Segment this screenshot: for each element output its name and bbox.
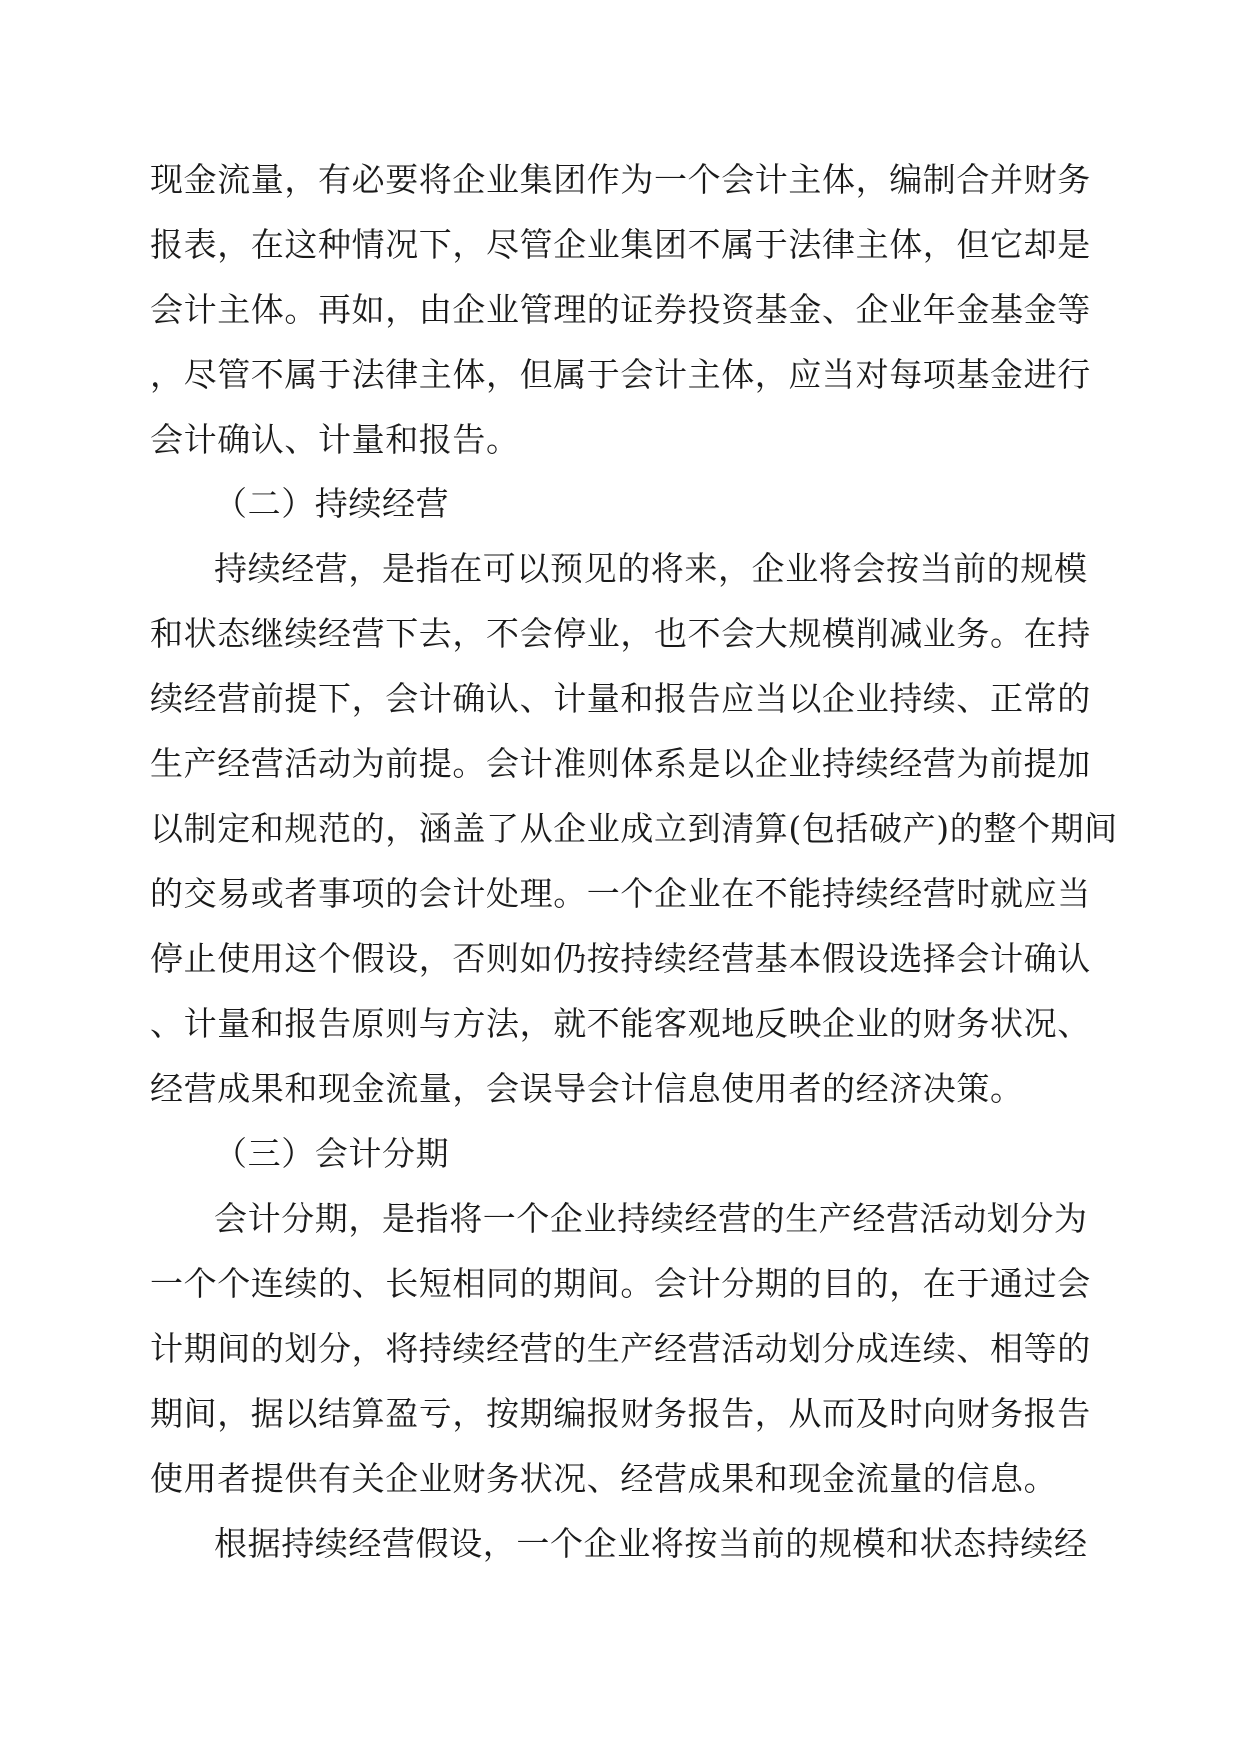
- text-line: 期间，据以结算盈亏，按期编报财务报告，从而及时向财务报告: [150, 1394, 1091, 1433]
- text-line: 生产经营活动为前提。会计准则体系是以企业持续经营为前提加: [150, 744, 1091, 783]
- text-line: 、计量和报告原则与方法，就不能客观地反映企业的财务状况、: [150, 1004, 1091, 1043]
- text-line: ，尽管不属于法律主体，但属于会计主体，应当对每项基金进行: [150, 355, 1091, 394]
- text-line: 使用者提供有关企业财务状况、经营成果和现金流量的信息。: [150, 1459, 1058, 1498]
- text-line: 会计主体。再如，由企业管理的证券投资基金、企业年金基金等: [150, 290, 1091, 329]
- text-line: 续经营前提下，会计确认、计量和报告应当以企业持续、正常的: [150, 679, 1091, 718]
- text-line: 和状态继续经营下去，不会停业，也不会大规模削减业务。在持: [150, 614, 1091, 653]
- text-line: 以制定和规范的，涵盖了从企业成立到清算(包括破产)的整个期间: [150, 809, 1118, 848]
- section-heading: （二）持续经营: [214, 484, 450, 523]
- text-line: 报表，在这种情况下，尽管企业集团不属于法律主体，但它却是: [150, 225, 1091, 264]
- text-line: 现金流量，有必要将企业集团作为一个会计主体，编制合并财务: [150, 160, 1091, 199]
- text-line: 的交易或者事项的会计处理。一个企业在不能持续经营时就应当: [150, 874, 1091, 913]
- section-heading: （三）会计分期: [214, 1134, 450, 1173]
- text-line: 会计确认、计量和报告。: [150, 420, 520, 459]
- text-line: 计期间的划分，将持续经营的生产经营活动划分成连续、相等的: [150, 1329, 1091, 1368]
- text-line: 会计分期，是指将一个企业持续经营的生产经营活动划分为: [214, 1199, 1088, 1238]
- text-line: 经营成果和现金流量，会误导会计信息使用者的经济决策。: [150, 1069, 1024, 1108]
- text-line: 停止使用这个假设，否则如仍按持续经营基本假设选择会计确认: [150, 939, 1091, 978]
- text-line: 根据持续经营假设，一个企业将按当前的规模和状态持续经: [214, 1524, 1088, 1563]
- text-line: 持续经营，是指在可以预见的将来，企业将会按当前的规模: [214, 549, 1088, 588]
- text-line: 一个个连续的、长短相同的期间。会计分期的目的，在于通过会: [150, 1264, 1091, 1303]
